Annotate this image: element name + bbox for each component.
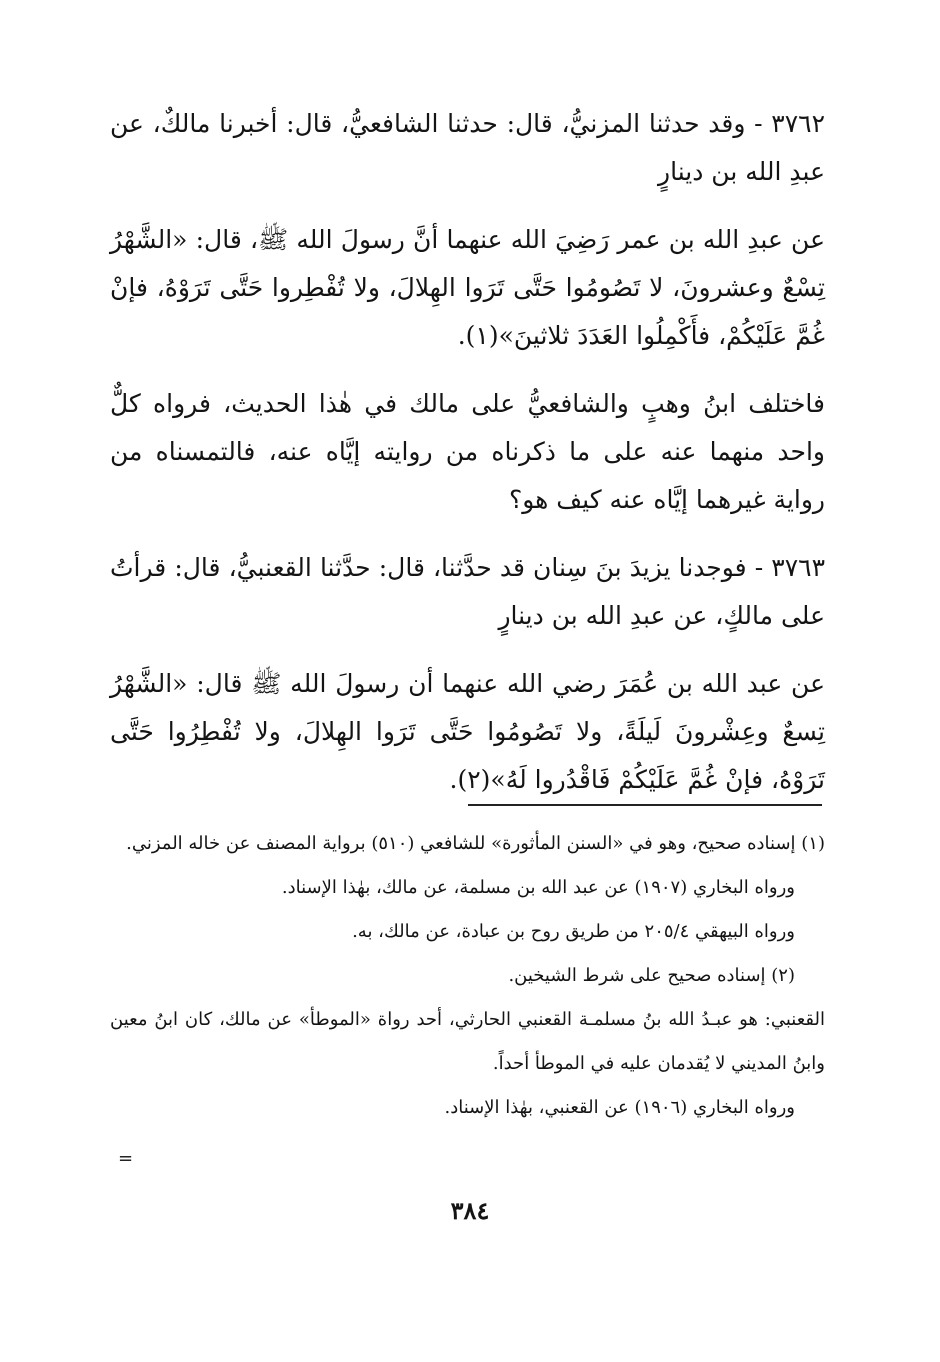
page-number: ٣٨٤ — [450, 1196, 490, 1225]
hadith-3762-matn: عن عبدِ الله بن عمر رَضِيَ الله عنهما أنَّ رسولَ الله ﷺ، قال: «الشَّهْرُ تِسْعٌ وعشرونَ، لا تَصُومُوا حَتَّى تَرَوا الهِلالَ، ولا تُفْطِروا حَتَّى تَرَوْهُ، فإنْ غُمَّ عَلَيْكُمْ، فأَكْمِلُوا العَدَدَ ثلاثينَ»(١). — [110, 225, 825, 350]
footnote-1-bukhari: ورواه البخاري (١٩٠٧) عن عبد الله بن مسلمة، عن مالك، بهٰذا الإسناد. — [281, 877, 795, 898]
hadith-3763-isnad: ٣٧٦٣ - فوجدنا يزيدَ بنَ سِنان قد حدَّثنا، قال: حدَّثنا القعنبيُّ، قال: قرأتُ على مالكٍ، عن عبدِ الله بن دينارٍ — [110, 553, 825, 630]
footnote-2: (٢) إسناده صحيح على شرط الشيخين. — [508, 965, 795, 986]
hadith-3762-isnad: ٣٧٦٢ - وقد حدثنا المزنيُّ، قال: حدثنا الشافعيُّ، قال: أخبرنا مالكٌ، عن عبدِ الله بن دينارٍ — [110, 109, 825, 186]
continuation-mark: = — [118, 1148, 134, 1169]
footnotes-section — [110, 822, 825, 1130]
footnote-separator — [468, 804, 822, 806]
footnote-2-qanabi: القعنبي: هو عبـدُ الله بنُ مسلمـة القعنبي الحارثي، أحد رواة «الموطأ» عن مالك، كان ابنُ معين وابنُ المديني لا يُقدمان عليه في الموطأ أحداً. — [110, 1009, 825, 1074]
footnote-2-bukhari: ورواه البخاري (١٩٠٦) عن القعنبي، بهٰذا الإسناد. — [444, 1097, 795, 1118]
footnote-1: (١) إسناده صحيح، وهو في «السنن المأثورة» للشافعي (٥١٠) برواية المصنف عن خاله المزني. — [126, 833, 825, 854]
hadith-3763-matn: عن عبد الله بن عُمَرَ رضي الله عنهما أن رسولَ الله ﷺ قال: «الشَّهْرُ تِسعٌ وعِشْرونَ لَيلَةً، ولا تَصُومُوا حَتَّى تَرَوا الهِلالَ، ولا تُفْطِرُوا حَتَّى تَرَوْهُ، فإنْ غُمَّ عَلَيْكُمْ فَاقْدُروا لَهُ»(٢). — [110, 669, 825, 794]
commentary-paragraph: فاختلف ابنُ وهبٍ والشافعيُّ على مالك في هٰذا الحديث، فرواه كلٌّ واحد منهما عنه على ما ذكرناه من روايته إيَّاه عنه، فالتمسناه من رواية غيرهما إيَّاه عنه كيف هو؟ — [110, 389, 825, 514]
main-text — [110, 100, 825, 824]
footnote-1-bayhaqi: ورواه البيهقي ٢٠٥/٤ من طريق روح بن عبادة، عن مالك، به. — [352, 921, 795, 942]
